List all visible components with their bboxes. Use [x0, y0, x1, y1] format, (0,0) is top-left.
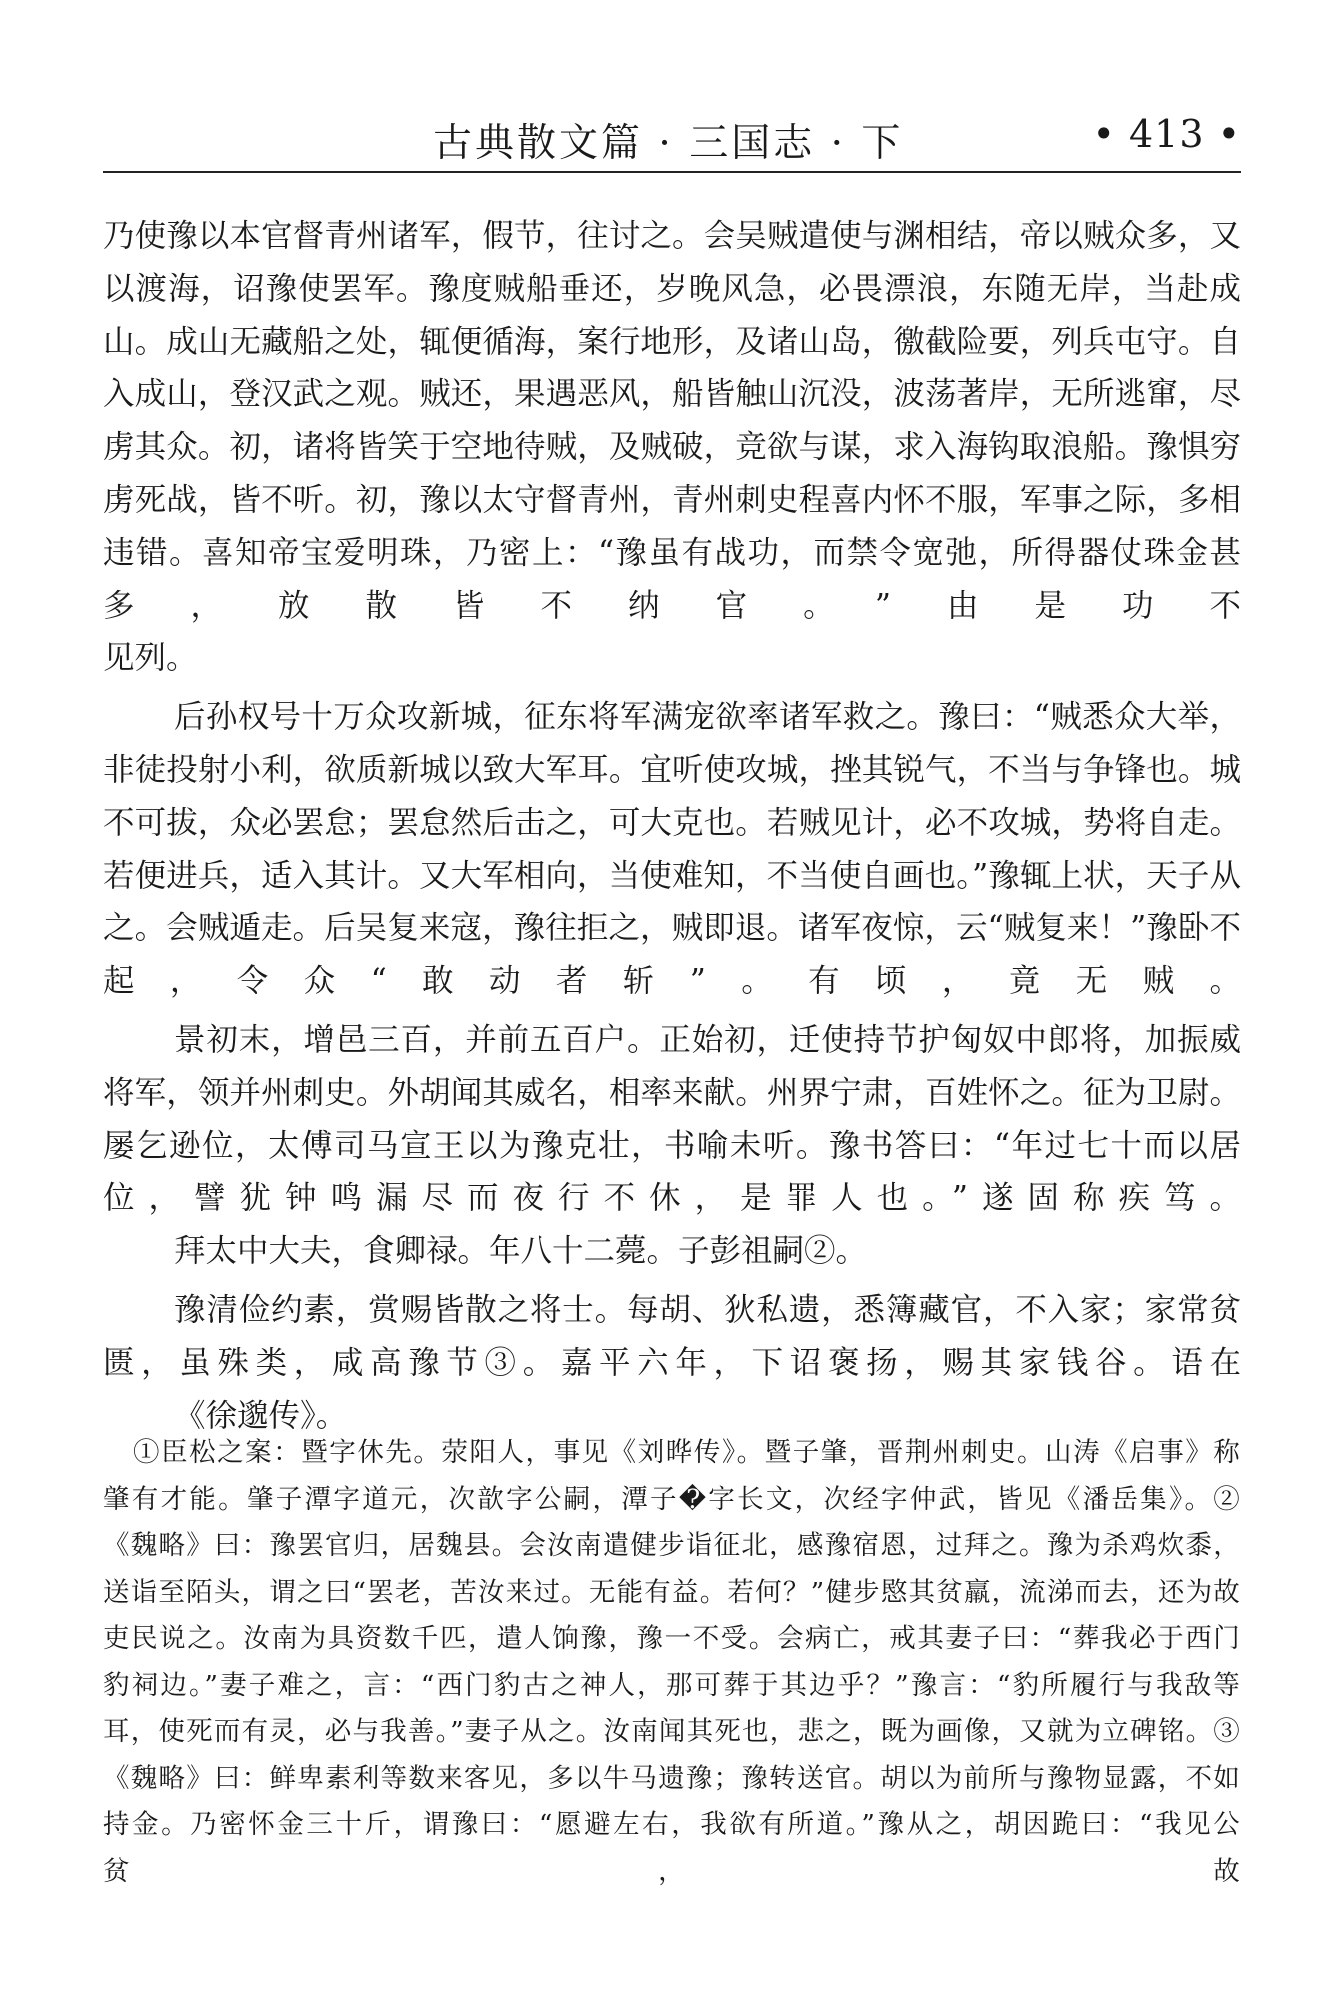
page-number: • 413 • [1092, 112, 1241, 156]
text-line: 州刺史程喜内怀不服，军事之际，多相违错。喜知帝宝爱明珠，乃密上： [103, 481, 1241, 571]
paragraph-1 [103, 210, 1241, 685]
paragraph-4 [103, 1284, 1241, 1442]
text-line: 与争锋也。城不可拔，众必罢怠；罢怠然后击之，可大克也。若贼见计，必 [103, 751, 1241, 841]
footnote-line: 《启事》称肇有才能。肇子潭字道元，次歆字公嗣，潭子�字长文，次经字仲武，皆 [103, 1437, 1241, 1515]
text-line: 景初末，增邑三百，并前五百户。正始初，迁使持节护匈奴中郎将，加 [174, 1021, 1178, 1058]
main-text [103, 210, 1241, 1448]
text-line: 征为卫尉。屡乞逊位，太傅司马宣王以为豫克壮，书喻未听。豫书答曰： [103, 1074, 1241, 1164]
footnote-line: 等数来客见，多以牛马遗豫；豫转送官。胡以为前所与豫物显露，不如持金。乃密怀 [103, 1762, 1242, 1840]
text-line: 与谋，求入海钩取浪船。豫惧穷虏死战，皆不听。初，豫以太守督青州，青 [103, 429, 1241, 518]
paragraph-3 [103, 1014, 1241, 1278]
text-line: 岸，当赴成山。成山无藏船之处，辄便循海，案行地形，及诸山岛，徼截险 [103, 270, 1241, 360]
text-line: “年过七十而以居位，譬犹钟鸣漏尽而夜行不休，是罪人也。”遂固称疾笃。 [103, 1127, 1241, 1217]
text-line: 退。诸军夜惊，云“贼复来！”豫卧不起，令众“敢动者斩”。有顷，竟无贼。 [103, 910, 1241, 1000]
text-line: 《徐邈传》。 [174, 1397, 348, 1434]
header-rule [103, 171, 1241, 173]
text-line: 波荡著岸，无所逃窜，尽虏其众。初，诸将皆笑于空地待贼，及贼破，竞欲 [103, 376, 1241, 466]
running-header [103, 104, 1241, 172]
footnotes [103, 1430, 1241, 1895]
text-line: 豫清俭约素，赏赐皆散之将士。每胡、狄私遗，悉簿藏官，不入家；家 [174, 1291, 1178, 1328]
text-line: 大举，非徒投射小利，欲质新城以致大军耳。宜听使攻城，挫其锐气，不当 [103, 699, 1241, 788]
text-line: 乃使豫以本官督青州诸军，假节，往讨之。会吴贼遣使与渊相结，帝以贼众 [103, 218, 1147, 254]
footnote-line: 过拜之。豫为杀鸡炊黍，送诣至陌头，谓之曰“罢老，苦汝来过。无能有益。若何？” [103, 1530, 1242, 1608]
text-line: 常贫匮，虽殊类，咸高豫节③。嘉平六年，下诏褒扬，赐其家钱谷。语在 [103, 1291, 1241, 1381]
footnotes-text [103, 1430, 1241, 1895]
footnote-line: 受。会病亡，戒其妻子曰：“葬我必于西门豹祠边。”妻子难之，言：“西门豹古之神 [103, 1623, 1241, 1701]
text-line: 多，又以渡海，诏豫使罢军。豫度贼船垂还，岁晚风急，必畏漂浪，东随无 [103, 218, 1241, 307]
footnote-line: 见《潘岳集》。②《魏略》曰：豫罢官归，居魏县。会汝南遣健步诣征北，感豫宿恩， [103, 1483, 1241, 1561]
footnote-line: 子从之。汝南闻其死也，悲之，既为画像，又就为立碑铭。③《魏略》曰：鲜卑素利 [103, 1716, 1241, 1794]
text-line: 拜太中大夫，食卿禄。年八十二薨。子彭祖嗣②。 [174, 1233, 868, 1270]
text-line: 自画也。”豫辄上状，天子从之。会贼遁走。后吴复来寇，豫往拒之，贼即 [103, 857, 1241, 947]
footnote-line: ①臣松之案：暨字休先。荥阳人，事见《刘晔传》。暨子肇，晋荆州刺史。山涛 [133, 1437, 1102, 1468]
paragraph-2 [103, 691, 1241, 1008]
footnote-line: 人，那可葬于其边乎？”豫言：“豹所履行与我敌等耳，使死而有灵，必与我善。”妻 [103, 1669, 1241, 1747]
text-line: 后孙权号十万众攻新城，征东将军满宠欲率诸军救之。豫曰：“贼悉众 [174, 699, 1146, 736]
text-line: 振威将军，领并州刺史。外胡闻其威名，相率来献。州界宁肃，百姓怀之。 [103, 1021, 1241, 1111]
footnote-line: 金三十斤，谓豫曰：“愿避左右，我欲有所道。”豫从之，胡因跪曰：“我见公贫，故 [103, 1809, 1241, 1887]
running-header-title: 古典散文篇 · 三国志 · 下 [433, 121, 904, 166]
text-line: 见列。 [103, 640, 198, 677]
text-line: 要，列兵屯守。自入成山，登汉武之观。贼还，果遇恶风，船皆触山沉没， [103, 323, 1241, 413]
text-line: 不攻城，势将自走。若便进兵，适入其计。又大军相向，当使难知，不当使 [103, 804, 1241, 894]
footnote-line: 健步愍其贫羸，流涕而去，还为故吏民说之。汝南为具资数千匹，遣人饷豫，豫一不 [103, 1576, 1241, 1654]
text-line: “豫虽有战功，而禁令宽弛，所得器仗珠金甚多，放散皆不纳官。”由是功不 [103, 534, 1241, 624]
